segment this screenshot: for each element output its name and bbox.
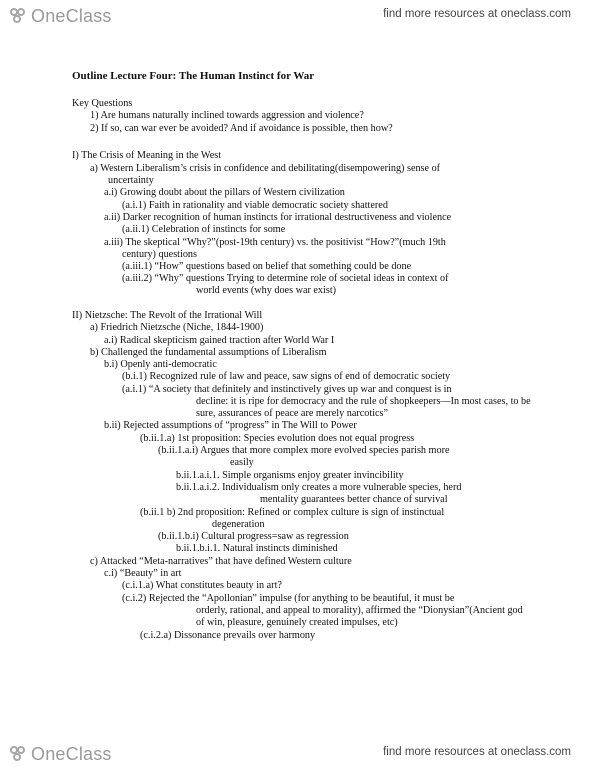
document-title: Outline Lecture Four: The Human Instinct for War [72, 70, 315, 82]
doc-line: century) questions [122, 249, 197, 260]
doc-line: uncertainty [108, 175, 154, 186]
doc-line: I) The Crisis of Meaning in the West [72, 150, 222, 161]
doc-line: (b.i.1) Recognized rule of law and peace, saw signs of end of democratic society [122, 371, 451, 382]
doc-line: a) Friedrich Nietzsche (Niche, 1844-1900) [90, 322, 264, 333]
doc-line: degeneration [212, 519, 265, 530]
doc-line: (a.i.1) “A society that definitely and instinctively gives up war and conquest is in [122, 384, 452, 395]
doc-line: orderly, rational, and appeal to morality), affirmed the “Dionysian”(Ancient god [196, 605, 523, 616]
resources-link[interactable]: find more resources at oneclass.com [383, 8, 571, 20]
doc-line: c) Attacked “Meta-narratives” that have defined Western culture [90, 556, 352, 567]
doc-line: world events (why does war exist) [196, 285, 337, 296]
doc-line: easily [230, 457, 254, 468]
doc-line: a.i) Growing doubt about the pillars of Western civilization [104, 187, 345, 198]
doc-line: (c.i.2.a) Dissonance prevails over harmony [140, 630, 316, 641]
doc-line: a.iii) The skeptical “Why?”(post-19th century) vs. the positivist “How?”(much 19th [104, 237, 446, 248]
doc-line: a.ii) Darker recognition of human instincts for irrational destructiveness and violence [104, 212, 452, 223]
doc-line: (a.ii.1) Celebration of instincts for some [122, 224, 286, 235]
footer-bar [0, 738, 595, 768]
doc-line: (c.i.2) Rejected the “Apollonian” impulse (for anything to be beautiful, it must be [122, 593, 455, 604]
doc-line: of win, pleasure, genuinely created impulses, etc) [196, 617, 398, 628]
doc-line: sure, assurances of peace are merely narcotics” [196, 408, 389, 419]
header-bar [0, 0, 595, 30]
doc-line: c.i) “Beauty” in art [104, 568, 182, 579]
doc-line: 2) If so, can war ever be avoided? And if avoidance is possible, then how? [90, 123, 393, 134]
doc-line: (b.ii.1.b.i) Cultural progress=saw as regression [158, 531, 349, 542]
doc-line: (b.ii.1.a) 1st proposition: Species evolution does not equal progress [140, 433, 415, 444]
doc-line: decline: it is ripe for democracy and the rule of shopkeepers—In most cases, to be [196, 396, 531, 407]
doc-line: (b.ii.1.a.i) Argues that more complex more evolved species parish more [158, 445, 450, 456]
oneclass-logo-icon [10, 8, 28, 26]
doc-line: b.ii.1.a.i.1. Simple organisms enjoy greater invincibility [176, 470, 404, 481]
doc-line: Key Questions [72, 98, 133, 109]
doc-line: II) Nietzsche: The Revolt of the Irrational Will [72, 310, 263, 321]
doc-line: b.ii.1.a.i.2. Individualism only creates a more vulnerable species, herd [176, 482, 462, 493]
doc-line: b) Challenged the fundamental assumptions of Liberalism [90, 347, 327, 358]
doc-line: a) Western Liberalism’s crisis in confidence and debilitating(disempowering) sense of [90, 163, 441, 174]
oneclass-logo[interactable] [10, 744, 112, 765]
doc-line: (c.i.1.a) What constitutes beauty in art? [122, 580, 282, 591]
resources-link[interactable]: find more resources at oneclass.com [383, 746, 571, 758]
doc-line: b.ii) Rejected assumptions of “progress” in The Will to Power [104, 420, 357, 431]
doc-line: (b.ii.1 b) 2nd proposition: Refined or complex culture is sign of instinctual [140, 507, 445, 518]
oneclass-logo-icon [10, 746, 28, 764]
doc-line: (a.iii.2) “Why” questions Trying to determine role of societal ideas in context of [122, 273, 449, 284]
doc-line: b.i) Openly anti-democratic [104, 359, 217, 370]
brand-name: OneClass [31, 6, 112, 26]
brand-name: OneClass [31, 744, 112, 764]
doc-line: (a.iii.1) “How” questions based on belief that something could be done [122, 261, 412, 272]
doc-line: mentality guarantees better chance of survival [260, 494, 448, 505]
doc-line: (a.i.1) Faith in rationality and viable democratic society shattered [122, 200, 388, 211]
doc-line: a.i) Radical skepticism gained traction after World War I [104, 335, 335, 346]
doc-line: b.ii.1.b.i.1. Natural instincts diminished [176, 543, 338, 554]
oneclass-logo[interactable] [10, 6, 112, 27]
doc-line: 1) Are humans naturally inclined towards aggression and violence? [90, 110, 364, 121]
